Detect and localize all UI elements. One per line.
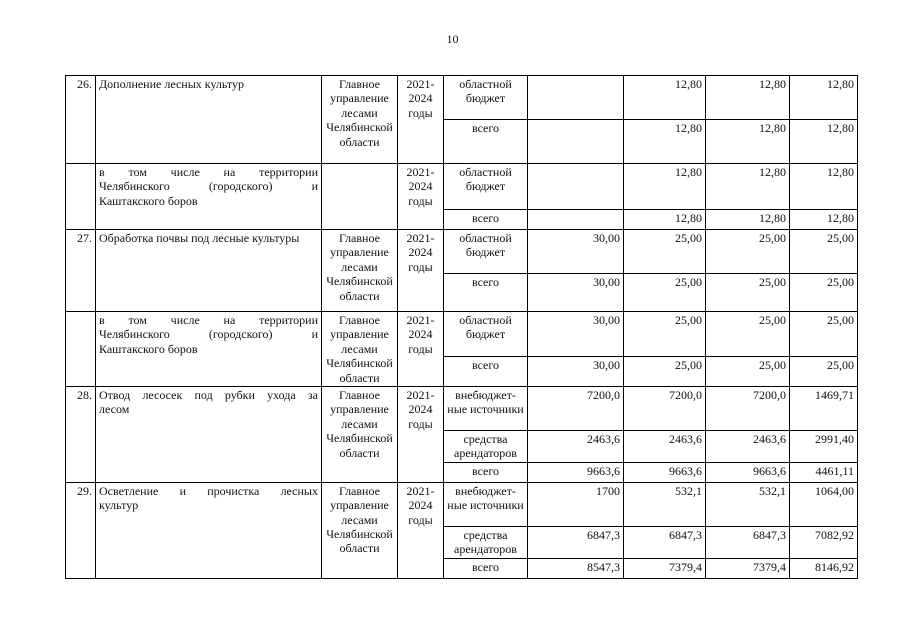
amount-v2: 25,00 (624, 356, 706, 386)
activity-name (96, 164, 322, 230)
funding-source: всего (444, 274, 528, 312)
period: 2021-2024 годы (398, 76, 444, 164)
amount-v2: 12,80 (624, 120, 706, 164)
table-row (66, 164, 858, 210)
amount-v3: 7379,4 (706, 558, 790, 578)
amount-v4: 12,80 (790, 164, 858, 210)
executor: Главное управление лесами Челябинской области (322, 482, 398, 578)
amount-v2: 6847,3 (624, 526, 706, 558)
activity-name-line: Осветление и прочистка лесных (99, 483, 318, 498)
item-number: 28. (66, 387, 96, 483)
item-number: 29. (66, 482, 96, 578)
amount-v1: 2463,6 (528, 431, 624, 463)
funding-source: внебюджет-ные источники (444, 387, 528, 431)
amount-v2: 12,80 (624, 76, 706, 120)
amount-v1: 30,00 (528, 356, 624, 386)
amount-v4: 1064,00 (790, 482, 858, 526)
activity-name-line: Дополнение лесных культур (99, 77, 245, 91)
amount-v1: 7200,0 (528, 387, 624, 431)
activity-name-line: Отвод лесосек под рубки ухода за (99, 388, 318, 403)
table-row (66, 482, 858, 526)
funding-source: всего (444, 210, 528, 230)
amount-v2: 532,1 (624, 482, 706, 526)
amount-v3: 25,00 (706, 274, 790, 312)
activity-name (96, 387, 322, 483)
funding-source: областной бюджет (444, 76, 528, 120)
amount-v3: 25,00 (706, 356, 790, 386)
amount-v4: 2991,40 (790, 431, 858, 463)
amount-v3: 9663,6 (706, 462, 790, 482)
program-table (65, 75, 858, 579)
funding-source: всего (444, 462, 528, 482)
funding-source: всего (444, 558, 528, 578)
amount-v3: 25,00 (706, 312, 790, 357)
activity-name-line: Каштакского боров (99, 341, 198, 356)
executor: Главное управление лесами Челябинской области (322, 230, 398, 312)
activity-name (96, 482, 322, 578)
item-number: 26. (66, 76, 96, 164)
executor (322, 164, 398, 230)
amount-v4: 25,00 (790, 274, 858, 312)
amount-v2: 12,80 (624, 210, 706, 230)
amount-v1 (528, 120, 624, 164)
table-row (66, 312, 858, 357)
period: 2021-2024 годы (398, 164, 444, 230)
funding-source: областной бюджет (444, 164, 528, 210)
amount-v4: 8146,92 (790, 558, 858, 578)
funding-source: всего (444, 356, 528, 386)
amount-v2: 2463,6 (624, 431, 706, 463)
amount-v2: 12,80 (624, 164, 706, 210)
table-body (66, 76, 858, 579)
executor: Главное управление лесами Челябинской области (322, 312, 398, 387)
amount-v1: 8547,3 (528, 558, 624, 578)
funding-source: средства арендаторов (444, 431, 528, 463)
activity-name-line: Каштакского боров (99, 193, 198, 208)
table-row (66, 387, 858, 431)
funding-source: областной бюджет (444, 230, 528, 274)
amount-v4: 1469,71 (790, 387, 858, 431)
funding-source: внебюджет-ные источники (444, 482, 528, 526)
funding-source: областной бюджет (444, 312, 528, 357)
amount-v3: 12,80 (706, 120, 790, 164)
amount-v3: 532,1 (706, 482, 790, 526)
activity-name (96, 230, 322, 312)
amount-v1: 1700 (528, 482, 624, 526)
table-row (66, 230, 858, 274)
period: 2021-2024 годы (398, 312, 444, 387)
amount-v1: 30,00 (528, 274, 624, 312)
amount-v3: 25,00 (706, 230, 790, 274)
amount-v3: 6847,3 (706, 526, 790, 558)
executor: Главное управление лесами Челябинской области (322, 387, 398, 483)
amount-v2: 7200,0 (624, 387, 706, 431)
activity-name-line: лесом (99, 402, 130, 417)
activity-name-line: в том числе на территории (99, 313, 318, 327)
amount-v3: 12,80 (706, 76, 790, 120)
amount-v3: 12,80 (706, 164, 790, 210)
amount-v1: 6847,3 (528, 526, 624, 558)
amount-v4: 7082,92 (790, 526, 858, 558)
amount-v3: 7200,0 (706, 387, 790, 431)
amount-v4: 12,80 (790, 210, 858, 230)
activity-name-line: Челябинского (городского) и (99, 327, 318, 342)
amount-v2: 9663,6 (624, 462, 706, 482)
amount-v2: 25,00 (624, 230, 706, 274)
funding-source: средства арендаторов (444, 526, 528, 558)
amount-v4: 12,80 (790, 76, 858, 120)
activity-name-line: в том числе на территории (99, 165, 318, 179)
activity-name (96, 312, 322, 387)
amount-v4: 25,00 (790, 312, 858, 357)
amount-v1: 30,00 (528, 312, 624, 357)
period: 2021-2024 годы (398, 387, 444, 483)
amount-v1: 9663,6 (528, 462, 624, 482)
amount-v3: 12,80 (706, 210, 790, 230)
period: 2021-2024 годы (398, 230, 444, 312)
item-number (66, 312, 96, 387)
page-number: 10 (446, 32, 459, 46)
amount-v4: 25,00 (790, 356, 858, 386)
amount-v2: 25,00 (624, 274, 706, 312)
activity-name (96, 76, 322, 164)
table-row (66, 76, 858, 120)
amount-v3: 2463,6 (706, 431, 790, 463)
amount-v2: 25,00 (624, 312, 706, 357)
amount-v1 (528, 164, 624, 210)
activity-name-line: Челябинского (городского) и (99, 179, 318, 194)
amount-v1: 30,00 (528, 230, 624, 274)
item-number (66, 164, 96, 230)
activity-name-line: Обработка почвы под лесные культуры (99, 231, 300, 245)
amount-v4: 25,00 (790, 230, 858, 274)
amount-v1 (528, 76, 624, 120)
period: 2021-2024 годы (398, 482, 444, 578)
funding-source: всего (444, 120, 528, 164)
executor: Главное управление лесами Челябинской области (322, 76, 398, 164)
amount-v4: 12,80 (790, 120, 858, 164)
activity-name-line: культур (99, 498, 139, 513)
amount-v1 (528, 210, 624, 230)
amount-v2: 7379,4 (624, 558, 706, 578)
amount-v4: 4461,11 (790, 462, 858, 482)
item-number: 27. (66, 230, 96, 312)
